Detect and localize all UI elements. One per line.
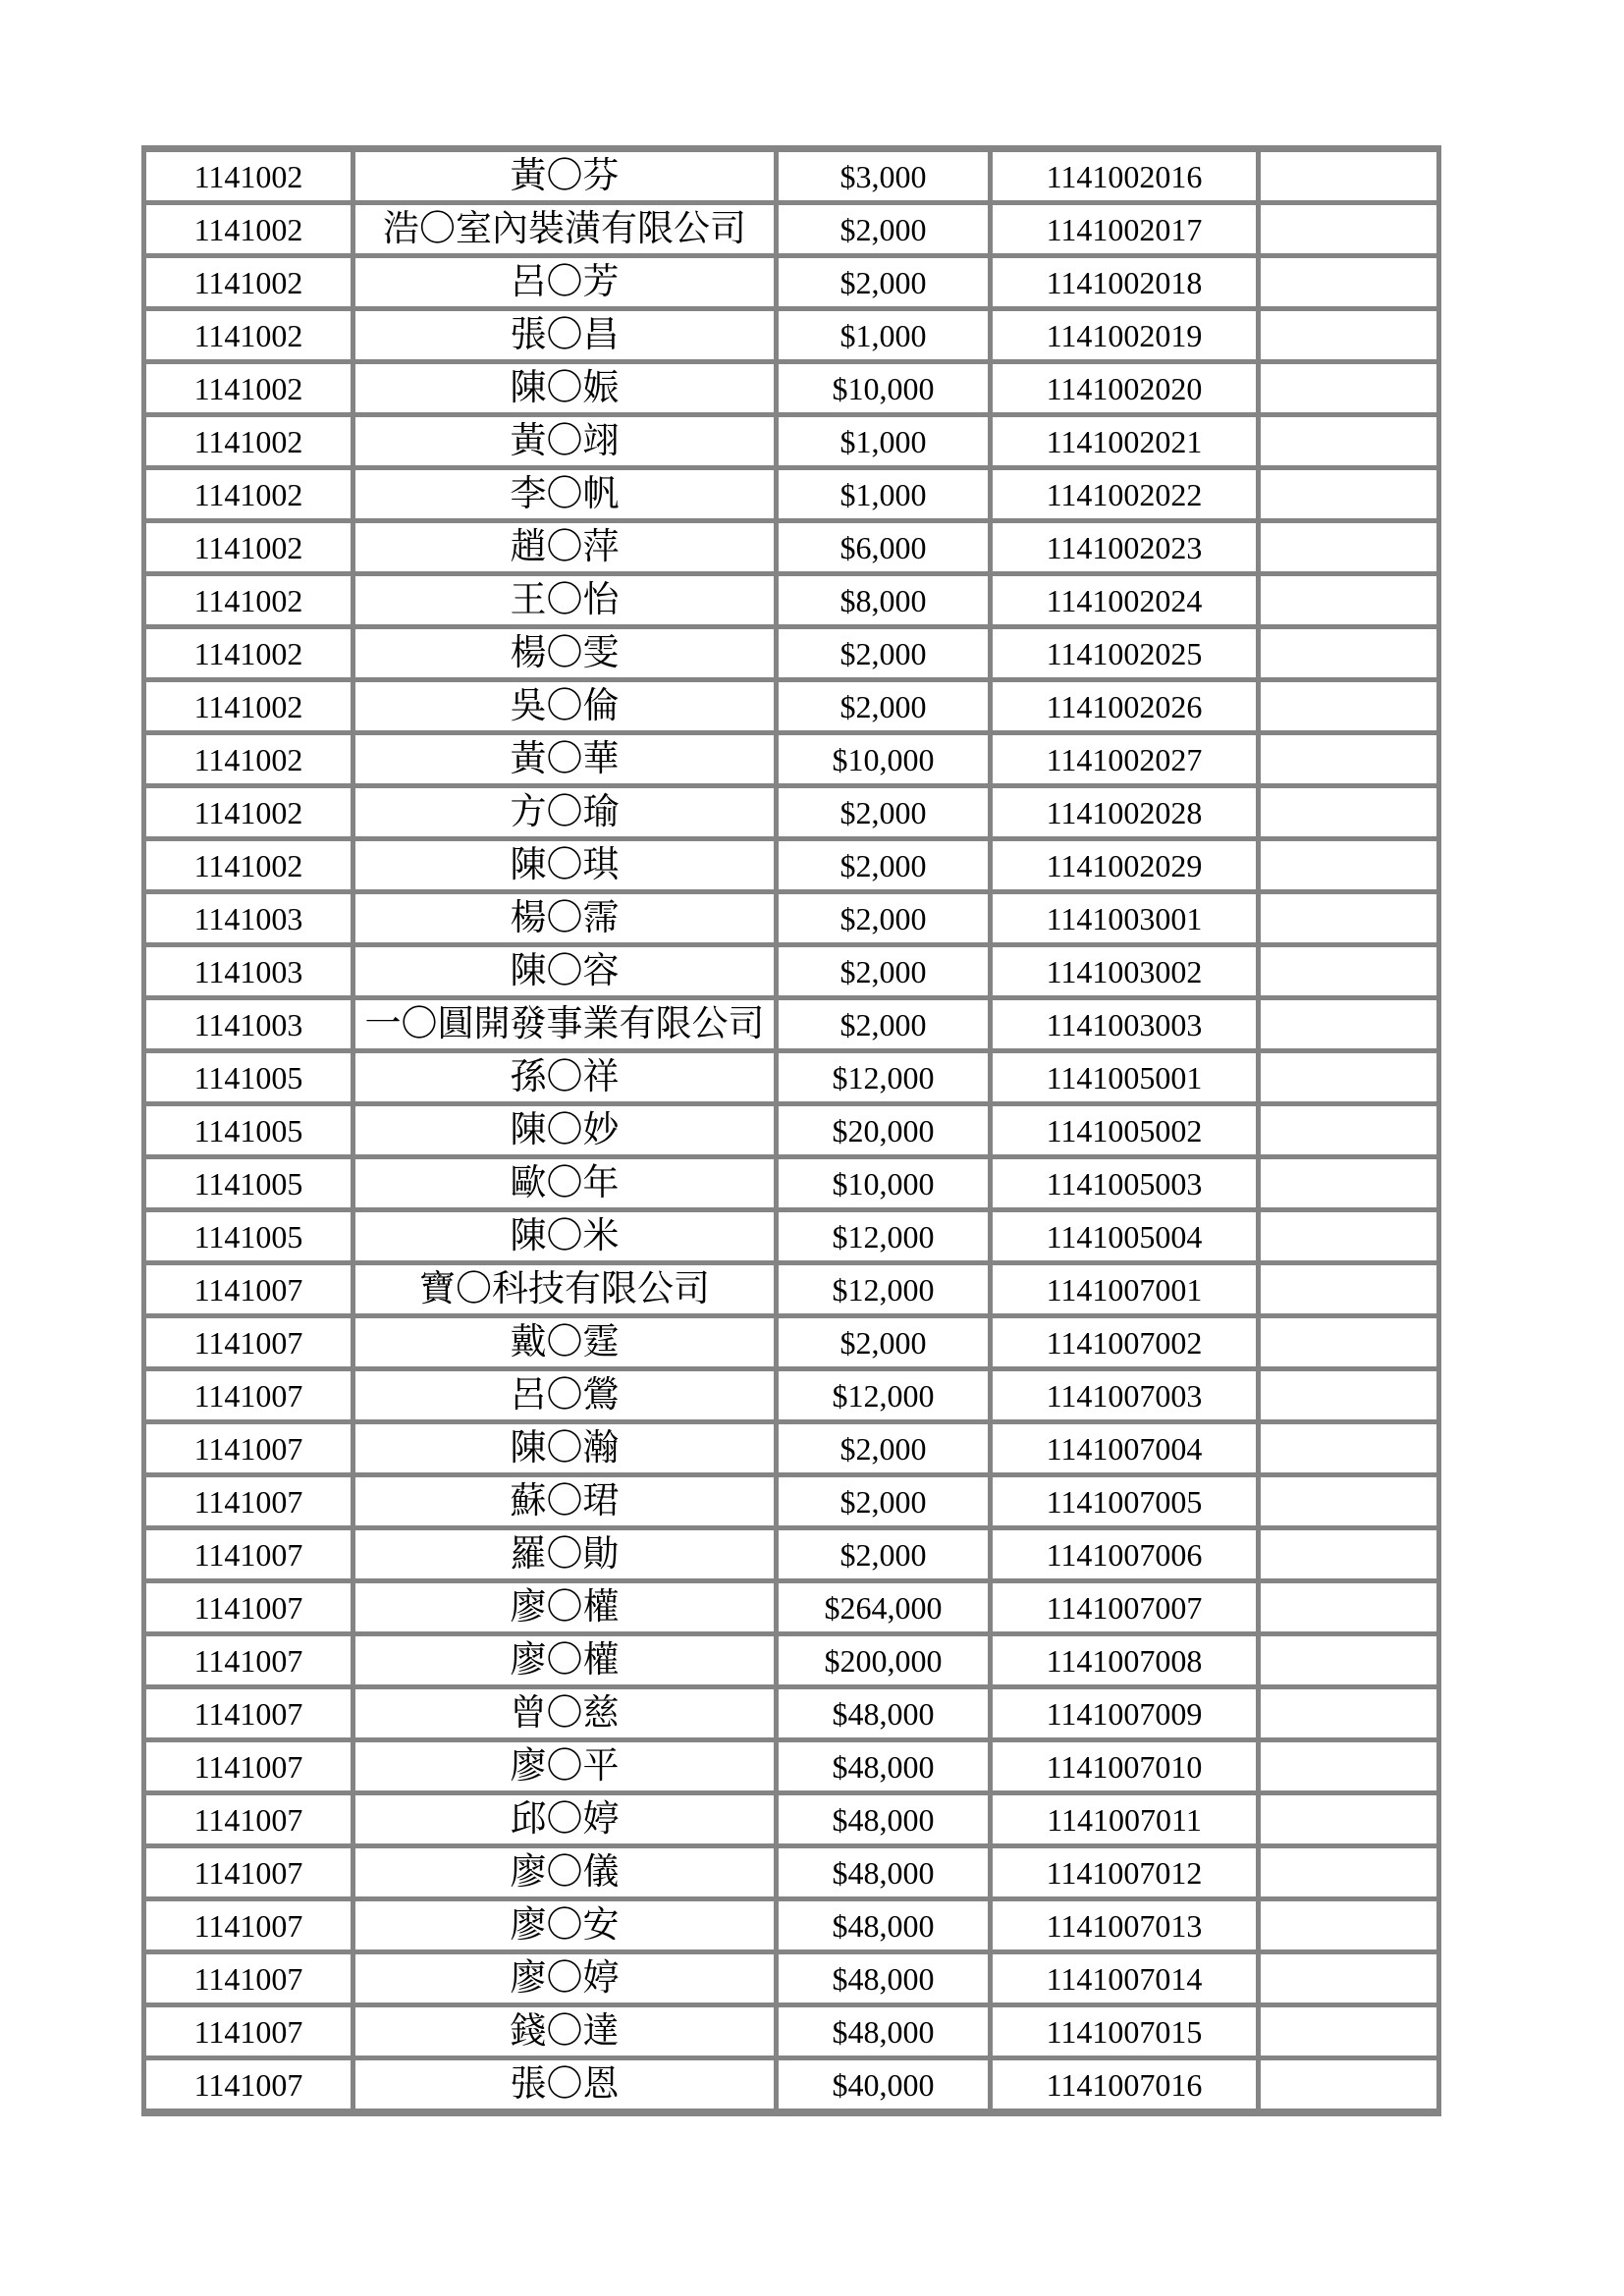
cell-donor-name: 陳〇琪 (353, 839, 777, 892)
cell-receipt-number: 1141002028 (991, 786, 1259, 839)
cell-branch-code: 1141002 (144, 256, 353, 309)
cell-amount: $1,000 (777, 309, 991, 362)
cell-donor-name: 吳〇倫 (353, 680, 777, 733)
cell-empty (1259, 1846, 1439, 1899)
cell-receipt-number: 1141007016 (991, 2058, 1259, 2113)
cell-donor-name: 張〇昌 (353, 309, 777, 362)
table-row (144, 1422, 1439, 1475)
cell-donor-name: 楊〇雯 (353, 627, 777, 680)
cell-branch-code: 1141007 (144, 1793, 353, 1846)
donation-table (141, 145, 1441, 2116)
cell-receipt-number: 1141007011 (991, 1793, 1259, 1846)
table-row (144, 945, 1439, 998)
cell-branch-code: 1141007 (144, 1899, 353, 1952)
cell-donor-name: 浩〇室內裝潢有限公司 (353, 203, 777, 256)
cell-donor-name: 呂〇芳 (353, 256, 777, 309)
cell-empty (1259, 1104, 1439, 1157)
cell-branch-code: 1141007 (144, 1316, 353, 1369)
cell-empty (1259, 574, 1439, 627)
table-row (144, 892, 1439, 945)
cell-empty (1259, 998, 1439, 1051)
cell-receipt-number: 1141005001 (991, 1051, 1259, 1104)
table-row (144, 1528, 1439, 1581)
cell-branch-code: 1141002 (144, 627, 353, 680)
cell-donor-name: 楊〇霈 (353, 892, 777, 945)
cell-amount: $2,000 (777, 1316, 991, 1369)
cell-donor-name: 呂〇鶯 (353, 1369, 777, 1422)
cell-empty (1259, 786, 1439, 839)
table-row (144, 680, 1439, 733)
cell-empty (1259, 2058, 1439, 2113)
table-row (144, 1634, 1439, 1687)
cell-receipt-number: 1141007010 (991, 1740, 1259, 1793)
table-row (144, 1263, 1439, 1316)
cell-receipt-number: 1141003001 (991, 892, 1259, 945)
cell-receipt-number: 1141007014 (991, 1952, 1259, 2005)
cell-donor-name: 黃〇華 (353, 733, 777, 786)
cell-empty (1259, 1316, 1439, 1369)
cell-empty (1259, 1475, 1439, 1528)
table-row (144, 2058, 1439, 2113)
cell-receipt-number: 1141002021 (991, 415, 1259, 468)
cell-amount: $2,000 (777, 256, 991, 309)
cell-donor-name: 寶〇科技有限公司 (353, 1263, 777, 1316)
cell-empty (1259, 1157, 1439, 1210)
cell-amount: $1,000 (777, 468, 991, 521)
cell-amount: $48,000 (777, 1952, 991, 2005)
cell-empty (1259, 945, 1439, 998)
cell-branch-code: 1141007 (144, 1740, 353, 1793)
cell-amount: $264,000 (777, 1581, 991, 1634)
cell-donor-name: 一〇圓開發事業有限公司 (353, 998, 777, 1051)
cell-amount: $2,000 (777, 839, 991, 892)
cell-receipt-number: 1141002017 (991, 203, 1259, 256)
table-row (144, 1104, 1439, 1157)
table-row (144, 1793, 1439, 1846)
cell-donor-name: 陳〇容 (353, 945, 777, 998)
cell-receipt-number: 1141007012 (991, 1846, 1259, 1899)
cell-empty (1259, 839, 1439, 892)
cell-amount: $1,000 (777, 415, 991, 468)
cell-branch-code: 1141002 (144, 415, 353, 468)
cell-empty (1259, 1369, 1439, 1422)
cell-receipt-number: 1141007005 (991, 1475, 1259, 1528)
table-row (144, 627, 1439, 680)
cell-empty (1259, 680, 1439, 733)
cell-empty (1259, 1051, 1439, 1104)
table-row (144, 1581, 1439, 1634)
table-row (144, 1157, 1439, 1210)
cell-donor-name: 陳〇瀚 (353, 1422, 777, 1475)
cell-receipt-number: 1141003003 (991, 998, 1259, 1051)
cell-empty (1259, 892, 1439, 945)
cell-amount: $40,000 (777, 2058, 991, 2113)
table-row (144, 1846, 1439, 1899)
cell-receipt-number: 1141005003 (991, 1157, 1259, 1210)
cell-branch-code: 1141002 (144, 786, 353, 839)
cell-branch-code: 1141003 (144, 998, 353, 1051)
cell-donor-name: 廖〇儀 (353, 1846, 777, 1899)
cell-amount: $2,000 (777, 945, 991, 998)
cell-receipt-number: 1141002029 (991, 839, 1259, 892)
cell-receipt-number: 1141002024 (991, 574, 1259, 627)
cell-branch-code: 1141002 (144, 680, 353, 733)
cell-branch-code: 1141007 (144, 1952, 353, 2005)
table-row (144, 1475, 1439, 1528)
cell-empty (1259, 1740, 1439, 1793)
cell-donor-name: 陳〇妙 (353, 1104, 777, 1157)
cell-receipt-number: 1141002022 (991, 468, 1259, 521)
cell-receipt-number: 1141002023 (991, 521, 1259, 574)
cell-branch-code: 1141007 (144, 1581, 353, 1634)
cell-amount: $6,000 (777, 521, 991, 574)
cell-branch-code: 1141002 (144, 521, 353, 574)
cell-receipt-number: 1141007013 (991, 1899, 1259, 1952)
cell-branch-code: 1141007 (144, 1528, 353, 1581)
cell-receipt-number: 1141007002 (991, 1316, 1259, 1369)
cell-receipt-number: 1141002016 (991, 149, 1259, 203)
cell-donor-name: 王〇怡 (353, 574, 777, 627)
cell-branch-code: 1141002 (144, 468, 353, 521)
cell-receipt-number: 1141003002 (991, 945, 1259, 998)
table-body (144, 149, 1439, 2113)
cell-receipt-number: 1141002019 (991, 309, 1259, 362)
cell-empty (1259, 1581, 1439, 1634)
table-row (144, 1210, 1439, 1263)
cell-receipt-number: 1141002018 (991, 256, 1259, 309)
cell-branch-code: 1141002 (144, 149, 353, 203)
cell-amount: $2,000 (777, 892, 991, 945)
cell-amount: $48,000 (777, 1899, 991, 1952)
cell-empty (1259, 415, 1439, 468)
cell-donor-name: 羅〇勛 (353, 1528, 777, 1581)
cell-empty (1259, 256, 1439, 309)
cell-amount: $200,000 (777, 1634, 991, 1687)
cell-receipt-number: 1141007003 (991, 1369, 1259, 1422)
cell-amount: $48,000 (777, 2005, 991, 2058)
cell-amount: $2,000 (777, 1422, 991, 1475)
cell-receipt-number: 1141002025 (991, 627, 1259, 680)
table-row (144, 149, 1439, 203)
cell-receipt-number: 1141007015 (991, 2005, 1259, 2058)
cell-donor-name: 張〇恩 (353, 2058, 777, 2113)
cell-empty (1259, 309, 1439, 362)
cell-empty (1259, 1687, 1439, 1740)
cell-branch-code: 1141005 (144, 1051, 353, 1104)
cell-amount: $8,000 (777, 574, 991, 627)
cell-empty (1259, 627, 1439, 680)
cell-donor-name: 歐〇年 (353, 1157, 777, 1210)
cell-receipt-number: 1141002026 (991, 680, 1259, 733)
cell-amount: $10,000 (777, 1157, 991, 1210)
table-row (144, 1051, 1439, 1104)
cell-branch-code: 1141007 (144, 1369, 353, 1422)
table-row (144, 574, 1439, 627)
cell-branch-code: 1141007 (144, 2005, 353, 2058)
cell-amount: $2,000 (777, 627, 991, 680)
cell-empty (1259, 1952, 1439, 2005)
cell-branch-code: 1141007 (144, 1634, 353, 1687)
cell-donor-name: 廖〇權 (353, 1634, 777, 1687)
cell-receipt-number: 1141007006 (991, 1528, 1259, 1581)
cell-branch-code: 1141007 (144, 2058, 353, 2113)
cell-branch-code: 1141005 (144, 1104, 353, 1157)
cell-branch-code: 1141007 (144, 1422, 353, 1475)
cell-donor-name: 戴〇霆 (353, 1316, 777, 1369)
cell-branch-code: 1141002 (144, 839, 353, 892)
cell-empty (1259, 1528, 1439, 1581)
cell-amount: $2,000 (777, 998, 991, 1051)
table-row (144, 1687, 1439, 1740)
table-row (144, 309, 1439, 362)
cell-amount: $10,000 (777, 733, 991, 786)
table-row (144, 256, 1439, 309)
cell-branch-code: 1141002 (144, 574, 353, 627)
cell-empty (1259, 362, 1439, 415)
cell-empty (1259, 2005, 1439, 2058)
cell-empty (1259, 1210, 1439, 1263)
cell-branch-code: 1141002 (144, 733, 353, 786)
cell-empty (1259, 1263, 1439, 1316)
cell-donor-name: 廖〇平 (353, 1740, 777, 1793)
cell-branch-code: 1141007 (144, 1263, 353, 1316)
cell-amount: $2,000 (777, 1528, 991, 1581)
cell-receipt-number: 1141002020 (991, 362, 1259, 415)
cell-amount: $48,000 (777, 1687, 991, 1740)
cell-amount: $12,000 (777, 1051, 991, 1104)
cell-branch-code: 1141007 (144, 1475, 353, 1528)
cell-receipt-number: 1141007009 (991, 1687, 1259, 1740)
cell-receipt-number: 1141007007 (991, 1581, 1259, 1634)
cell-donor-name: 廖〇安 (353, 1899, 777, 1952)
table-row (144, 415, 1439, 468)
cell-donor-name: 黃〇芬 (353, 149, 777, 203)
cell-amount: $2,000 (777, 203, 991, 256)
cell-donor-name: 方〇瑜 (353, 786, 777, 839)
cell-branch-code: 1141007 (144, 1846, 353, 1899)
table-row (144, 839, 1439, 892)
cell-empty (1259, 149, 1439, 203)
cell-donor-name: 邱〇婷 (353, 1793, 777, 1846)
table-row (144, 1899, 1439, 1952)
cell-donor-name: 廖〇婷 (353, 1952, 777, 2005)
cell-empty (1259, 521, 1439, 574)
cell-receipt-number: 1141007001 (991, 1263, 1259, 1316)
cell-branch-code: 1141002 (144, 309, 353, 362)
cell-empty (1259, 468, 1439, 521)
table-row (144, 203, 1439, 256)
cell-amount: $48,000 (777, 1740, 991, 1793)
table-row (144, 1740, 1439, 1793)
cell-branch-code: 1141003 (144, 892, 353, 945)
cell-amount: $2,000 (777, 680, 991, 733)
cell-amount: $12,000 (777, 1263, 991, 1316)
table-row (144, 2005, 1439, 2058)
cell-receipt-number: 1141002027 (991, 733, 1259, 786)
cell-empty (1259, 1899, 1439, 1952)
cell-branch-code: 1141005 (144, 1157, 353, 1210)
cell-donor-name: 趙〇萍 (353, 521, 777, 574)
cell-donor-name: 李〇帆 (353, 468, 777, 521)
table-row (144, 786, 1439, 839)
cell-donor-name: 黃〇翊 (353, 415, 777, 468)
cell-amount: $20,000 (777, 1104, 991, 1157)
cell-donor-name: 廖〇權 (353, 1581, 777, 1634)
cell-amount: $48,000 (777, 1793, 991, 1846)
cell-branch-code: 1141007 (144, 1687, 353, 1740)
cell-branch-code: 1141005 (144, 1210, 353, 1263)
cell-donor-name: 陳〇娠 (353, 362, 777, 415)
cell-amount: $2,000 (777, 786, 991, 839)
cell-receipt-number: 1141007004 (991, 1422, 1259, 1475)
cell-empty (1259, 1793, 1439, 1846)
cell-empty (1259, 1422, 1439, 1475)
cell-amount: $12,000 (777, 1210, 991, 1263)
cell-empty (1259, 1634, 1439, 1687)
table-row (144, 733, 1439, 786)
cell-donor-name: 錢〇達 (353, 2005, 777, 2058)
table-row (144, 998, 1439, 1051)
cell-branch-code: 1141003 (144, 945, 353, 998)
cell-branch-code: 1141002 (144, 362, 353, 415)
cell-branch-code: 1141002 (144, 203, 353, 256)
table-row (144, 521, 1439, 574)
cell-donor-name: 孫〇祥 (353, 1051, 777, 1104)
cell-amount: $2,000 (777, 1475, 991, 1528)
cell-receipt-number: 1141005002 (991, 1104, 1259, 1157)
cell-amount: $10,000 (777, 362, 991, 415)
cell-empty (1259, 733, 1439, 786)
table-row (144, 1316, 1439, 1369)
cell-donor-name: 蘇〇珺 (353, 1475, 777, 1528)
cell-amount: $3,000 (777, 149, 991, 203)
cell-donor-name: 曾〇慈 (353, 1687, 777, 1740)
table-row (144, 1369, 1439, 1422)
table-row (144, 362, 1439, 415)
cell-receipt-number: 1141007008 (991, 1634, 1259, 1687)
table-row (144, 1952, 1439, 2005)
cell-empty (1259, 203, 1439, 256)
cell-amount: $12,000 (777, 1369, 991, 1422)
cell-receipt-number: 1141005004 (991, 1210, 1259, 1263)
table-row (144, 468, 1439, 521)
cell-donor-name: 陳〇米 (353, 1210, 777, 1263)
cell-amount: $48,000 (777, 1846, 991, 1899)
